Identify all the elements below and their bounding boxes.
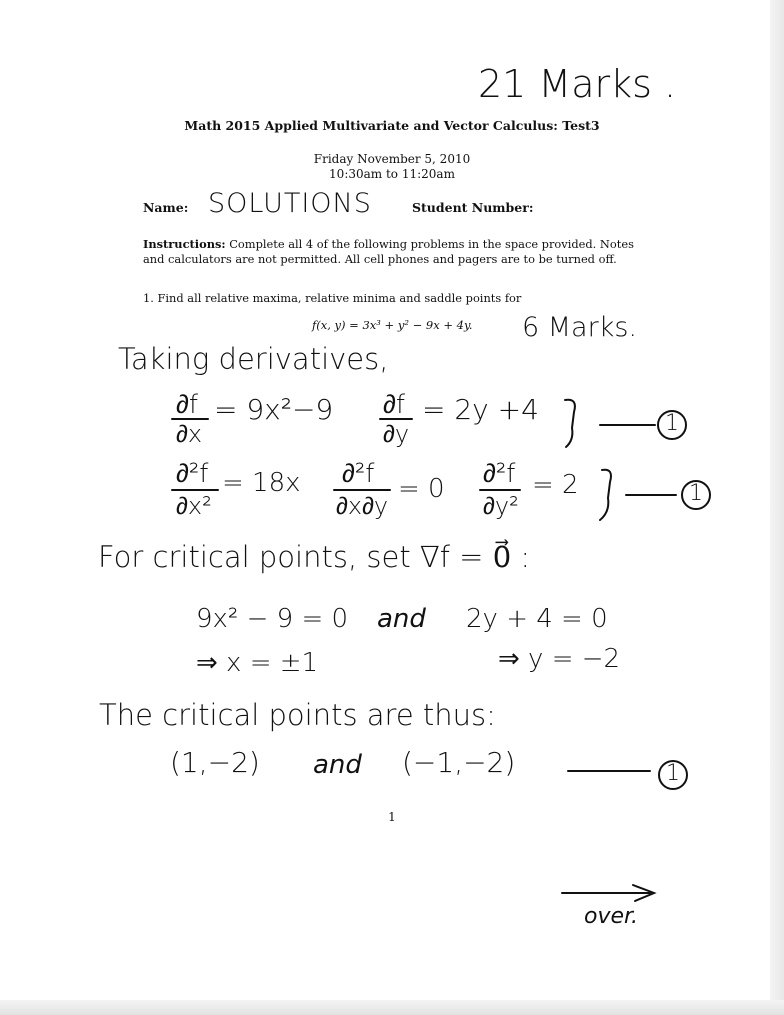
solution-right: ⇒ y = −2 (498, 644, 621, 674)
fx-rhs: = 9x²−9 (214, 393, 334, 426)
solution-line-1: Taking derivatives, (118, 342, 389, 376)
name-value: SOLUTIONS (208, 188, 372, 219)
mark-circle-3: 1 (666, 761, 680, 786)
exam-date: Friday November 5, 2010 (313, 152, 471, 166)
fx-num: ∂f (176, 390, 199, 420)
equation-left: 9x² − 9 = 0 (196, 604, 349, 634)
instructions-label: Instructions: (143, 237, 226, 251)
solution-line-3: The critical points are thus: (99, 698, 496, 732)
exam-time: 10:30am to 11:20am (329, 167, 455, 181)
critical-point-b: (−1,−2) (402, 746, 516, 779)
problem-marks: 6 Marks. (522, 312, 637, 343)
instructions-text: Complete all 4 of the following problems in the space provided. Notes and calculators are not permitted. All cell phones and pagers are to be turned off. (143, 237, 634, 266)
fyy-den: ∂y² (483, 492, 519, 520)
fxy-den: ∂x∂y (336, 492, 389, 520)
fxx-rhs: = 18x (222, 468, 301, 498)
solution-line-2: For critical points, set ∇f = 0⃗ : (98, 540, 531, 574)
name-label: Name: (143, 200, 189, 215)
fyy-rhs: = 2 (532, 470, 579, 500)
exam-title: Math 2015 Applied Multivariate and Vector Calculus: Test3 (184, 118, 600, 133)
fxx-num: ∂²f (176, 459, 209, 489)
student-number-label: Student Number: (412, 200, 534, 215)
equation-right: 2y + 4 = 0 (466, 604, 608, 634)
fy-den: ∂y (383, 420, 410, 448)
equation-and: and (377, 604, 426, 634)
critical-point-a: (1,−2) (170, 746, 260, 779)
problem-function: f(x, y) = 3x³ + y² − 9x + 4y. (312, 318, 473, 332)
fxy-rhs: = 0 (398, 474, 445, 504)
fy-num: ∂f (383, 390, 406, 420)
fx-den: ∂x (176, 420, 203, 448)
total-marks: 21 Marks . (478, 62, 677, 106)
fxy-num: ∂²f (342, 459, 375, 489)
page-number: 1 (388, 810, 396, 824)
fyy-num: ∂²f (483, 459, 516, 489)
mark-circle-2: 1 (689, 481, 703, 506)
critical-points-and: and (313, 750, 362, 780)
mark-circle-1: 1 (665, 411, 679, 436)
fy-rhs: = 2y +4 (422, 393, 539, 426)
problem-statement: 1. Find all relative maxima, relative minima and saddle points for (143, 291, 522, 305)
over-label: over. (584, 904, 639, 929)
solution-left: ⇒ x = ±1 (196, 648, 319, 678)
fxx-den: ∂x² (176, 492, 212, 520)
